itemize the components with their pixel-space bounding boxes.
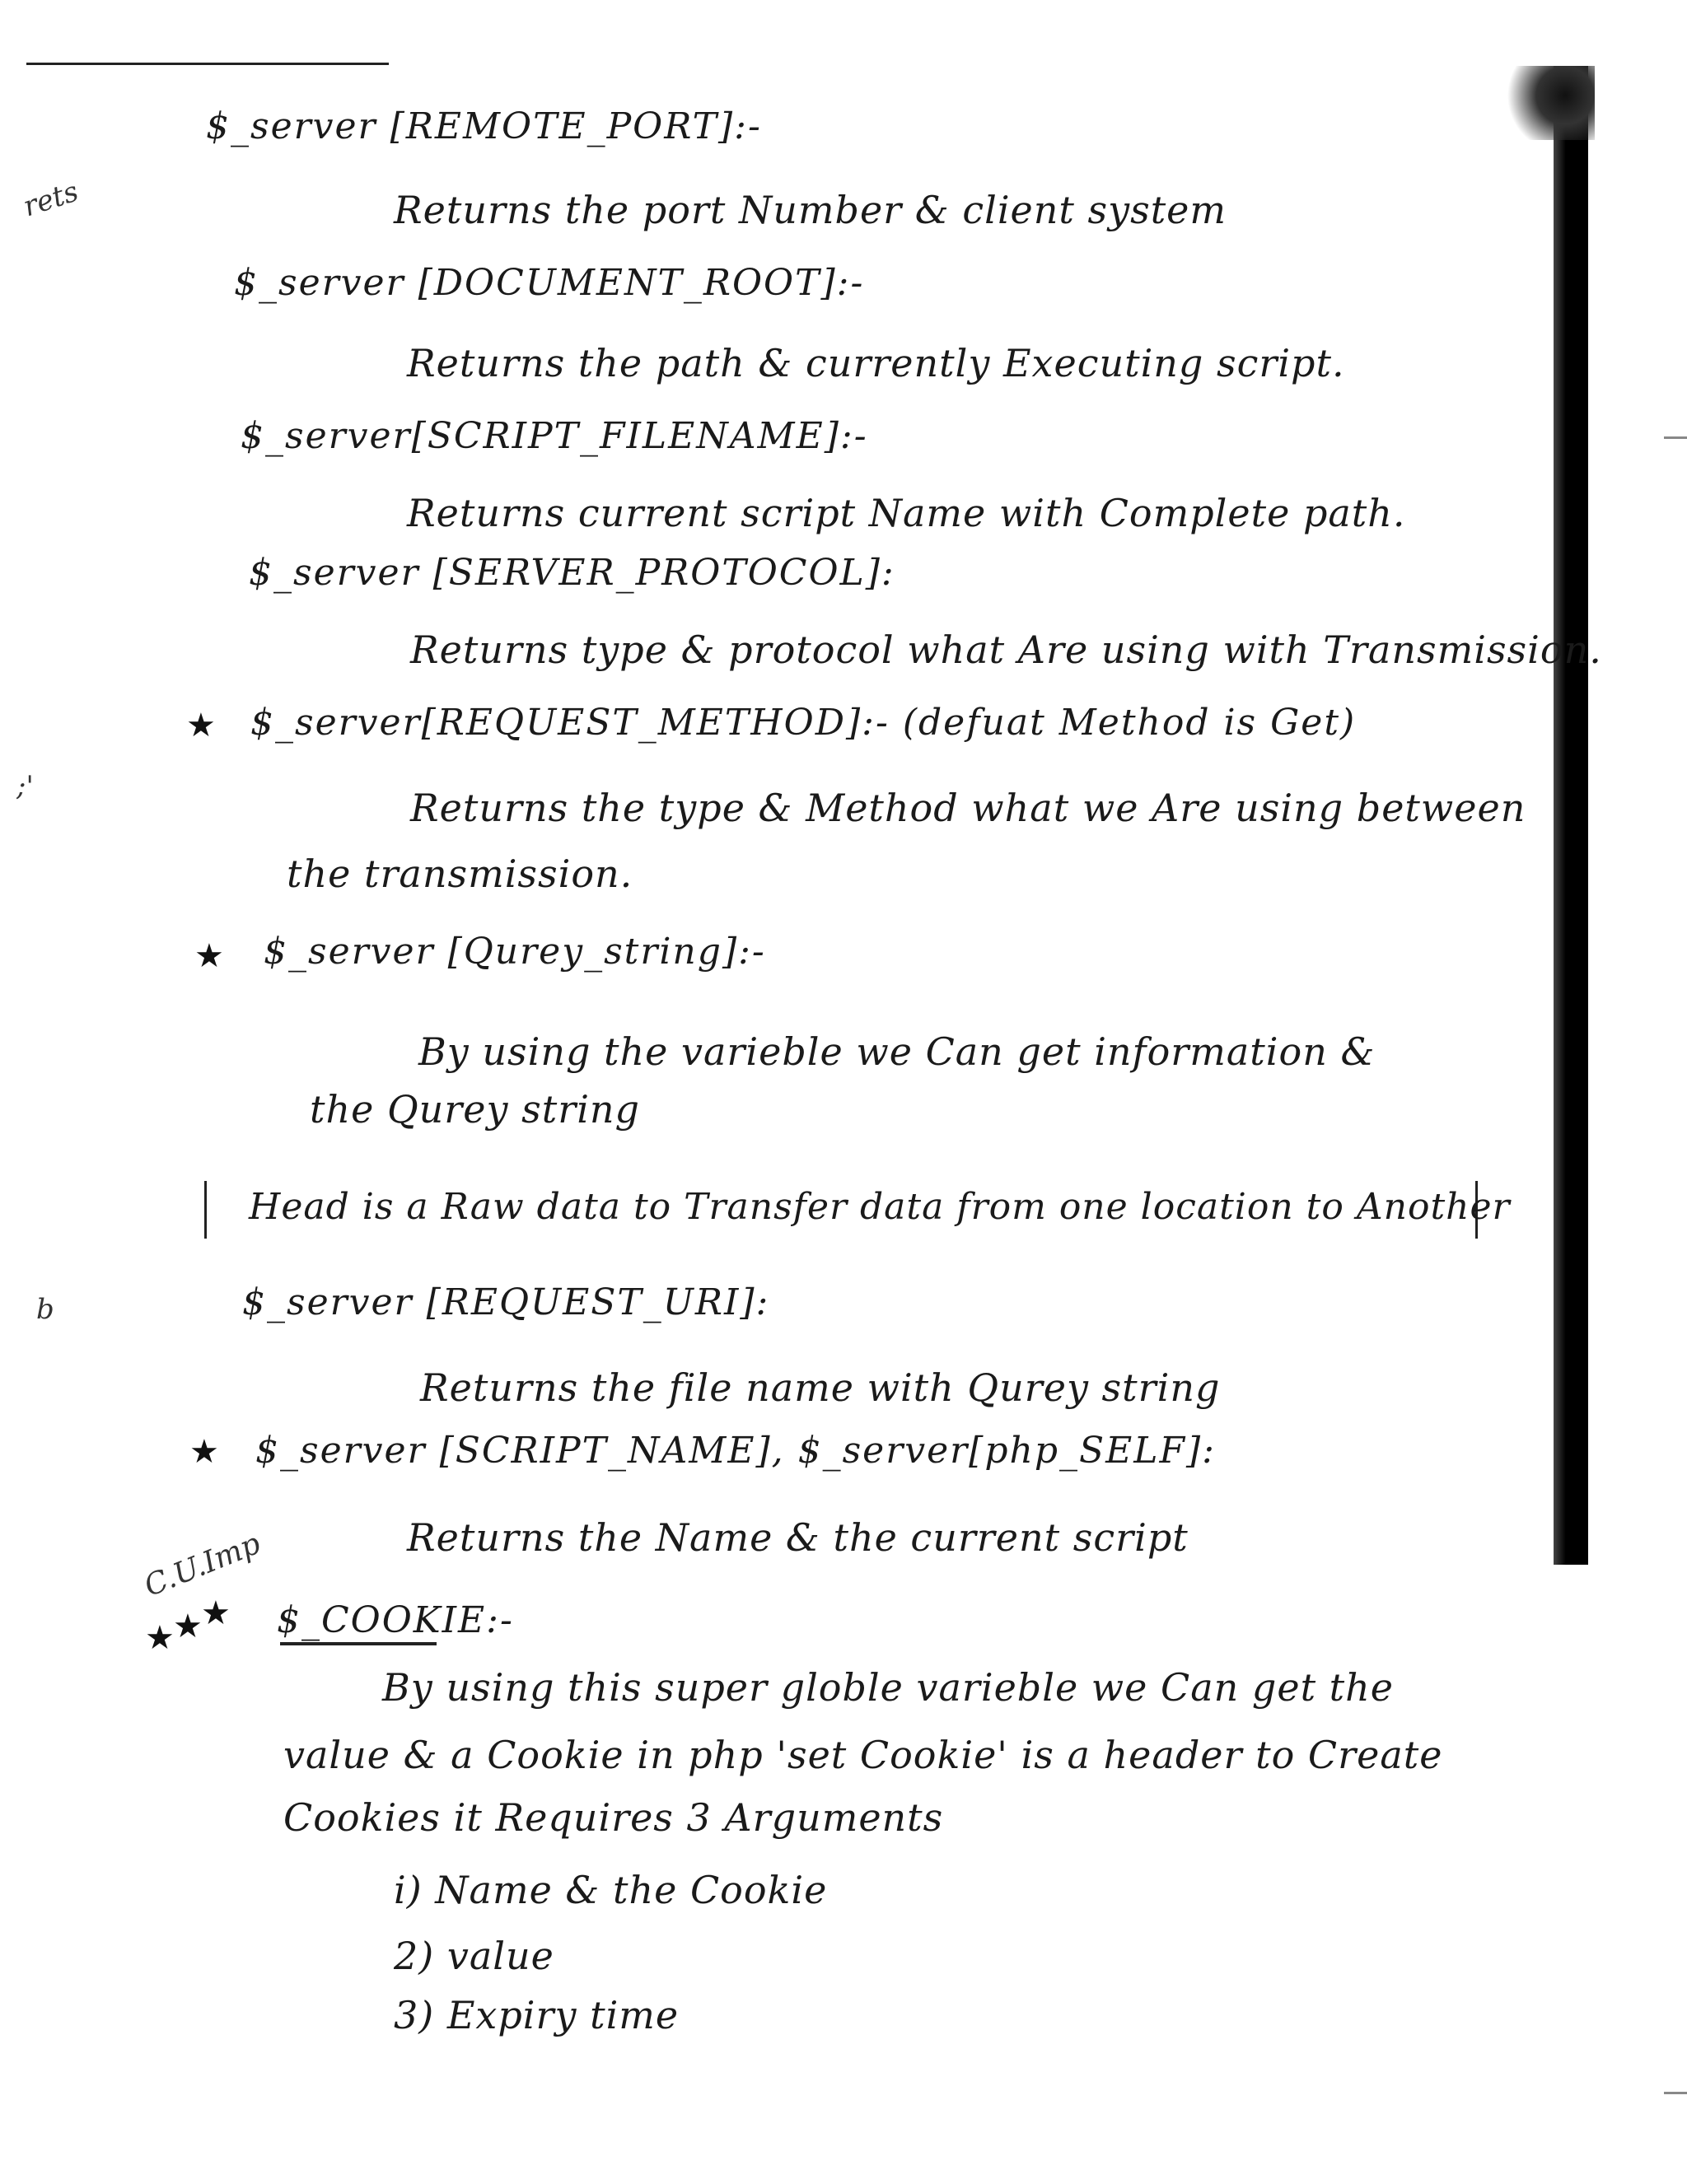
margin-note-top: rets — [19, 175, 83, 224]
list-item: i) Name & the Cookie — [394, 1868, 828, 1912]
scan-shadow-edge — [1554, 66, 1588, 1565]
margin-dash — [1664, 436, 1687, 439]
list-item: 2) value — [394, 1934, 554, 1978]
text-line: Returns the file name with Qurey string — [420, 1365, 1221, 1410]
star-icon: ★ — [145, 1619, 175, 1657]
text-line: Returns the type & Method what we Are using between — [410, 786, 1526, 830]
text-line: Returns type & protocol what Are using with Transmission. — [410, 628, 1602, 672]
scan-shadow-corner — [1496, 66, 1595, 140]
heading-cookie: $_COOKIE:- — [277, 1599, 514, 1641]
heading-script-filename: $_server[SCRIPT_FILENAME]:- — [241, 415, 868, 457]
cookie-underline — [280, 1642, 437, 1645]
star-icon: ★ — [186, 707, 216, 744]
text-line: By using the varieble we Can get information & — [418, 1029, 1376, 1074]
heading-query-string: $_server [Qurey_string]:- — [264, 931, 766, 973]
heading-remote-port: $_server [REMOTE_PORT]:- — [206, 105, 762, 147]
text-line: Returns the Name & the current script — [407, 1515, 1189, 1560]
text-line: value & a Cookie in php 'set Cookie' is a header to Create — [283, 1733, 1443, 1777]
star-icon: ★ — [194, 937, 224, 975]
margin-note-b: b — [36, 1293, 54, 1326]
heading-server-protocol: $_server [SERVER_PROTOCOL]: — [249, 552, 895, 594]
bracket-note: Head is a Raw data to Transfer data from one location to Another — [249, 1186, 1511, 1228]
star-icon: ★ — [201, 1594, 231, 1632]
heading-document-root: $_server [DOCUMENT_ROOT]:- — [234, 262, 865, 304]
text-line: Returns the path & currently Executing script. — [407, 341, 1345, 385]
text-line: By using this super globle varieble we Can get the — [382, 1665, 1395, 1710]
text-line: Cookies it Requires 3 Arguments — [283, 1795, 944, 1840]
list-item: 3) Expiry time — [394, 1993, 680, 2037]
heading-request-uri: $_server [REQUEST_URI]: — [242, 1281, 770, 1323]
margin-note-mid: ;' — [16, 770, 34, 803]
text-line: Returns current script Name with Complete path. — [407, 491, 1406, 535]
margin-dash — [1664, 2092, 1687, 2094]
text-line: the transmission. — [287, 852, 633, 896]
star-icon: ★ — [189, 1433, 219, 1471]
star-icon: ★ — [173, 1608, 203, 1645]
top-rule — [26, 63, 389, 65]
text-line: Returns the port Number & client system — [394, 188, 1227, 232]
heading-script-name: $_server [SCRIPT_NAME], $_server[php_SELF]: — [255, 1430, 1216, 1472]
margin-stamp: C.U.Imp — [139, 1526, 265, 1604]
heading-request-method: $_server[REQUEST_METHOD]:- (defuat Method is Get) — [250, 702, 1357, 744]
text-line: the Qurey string — [310, 1087, 640, 1132]
